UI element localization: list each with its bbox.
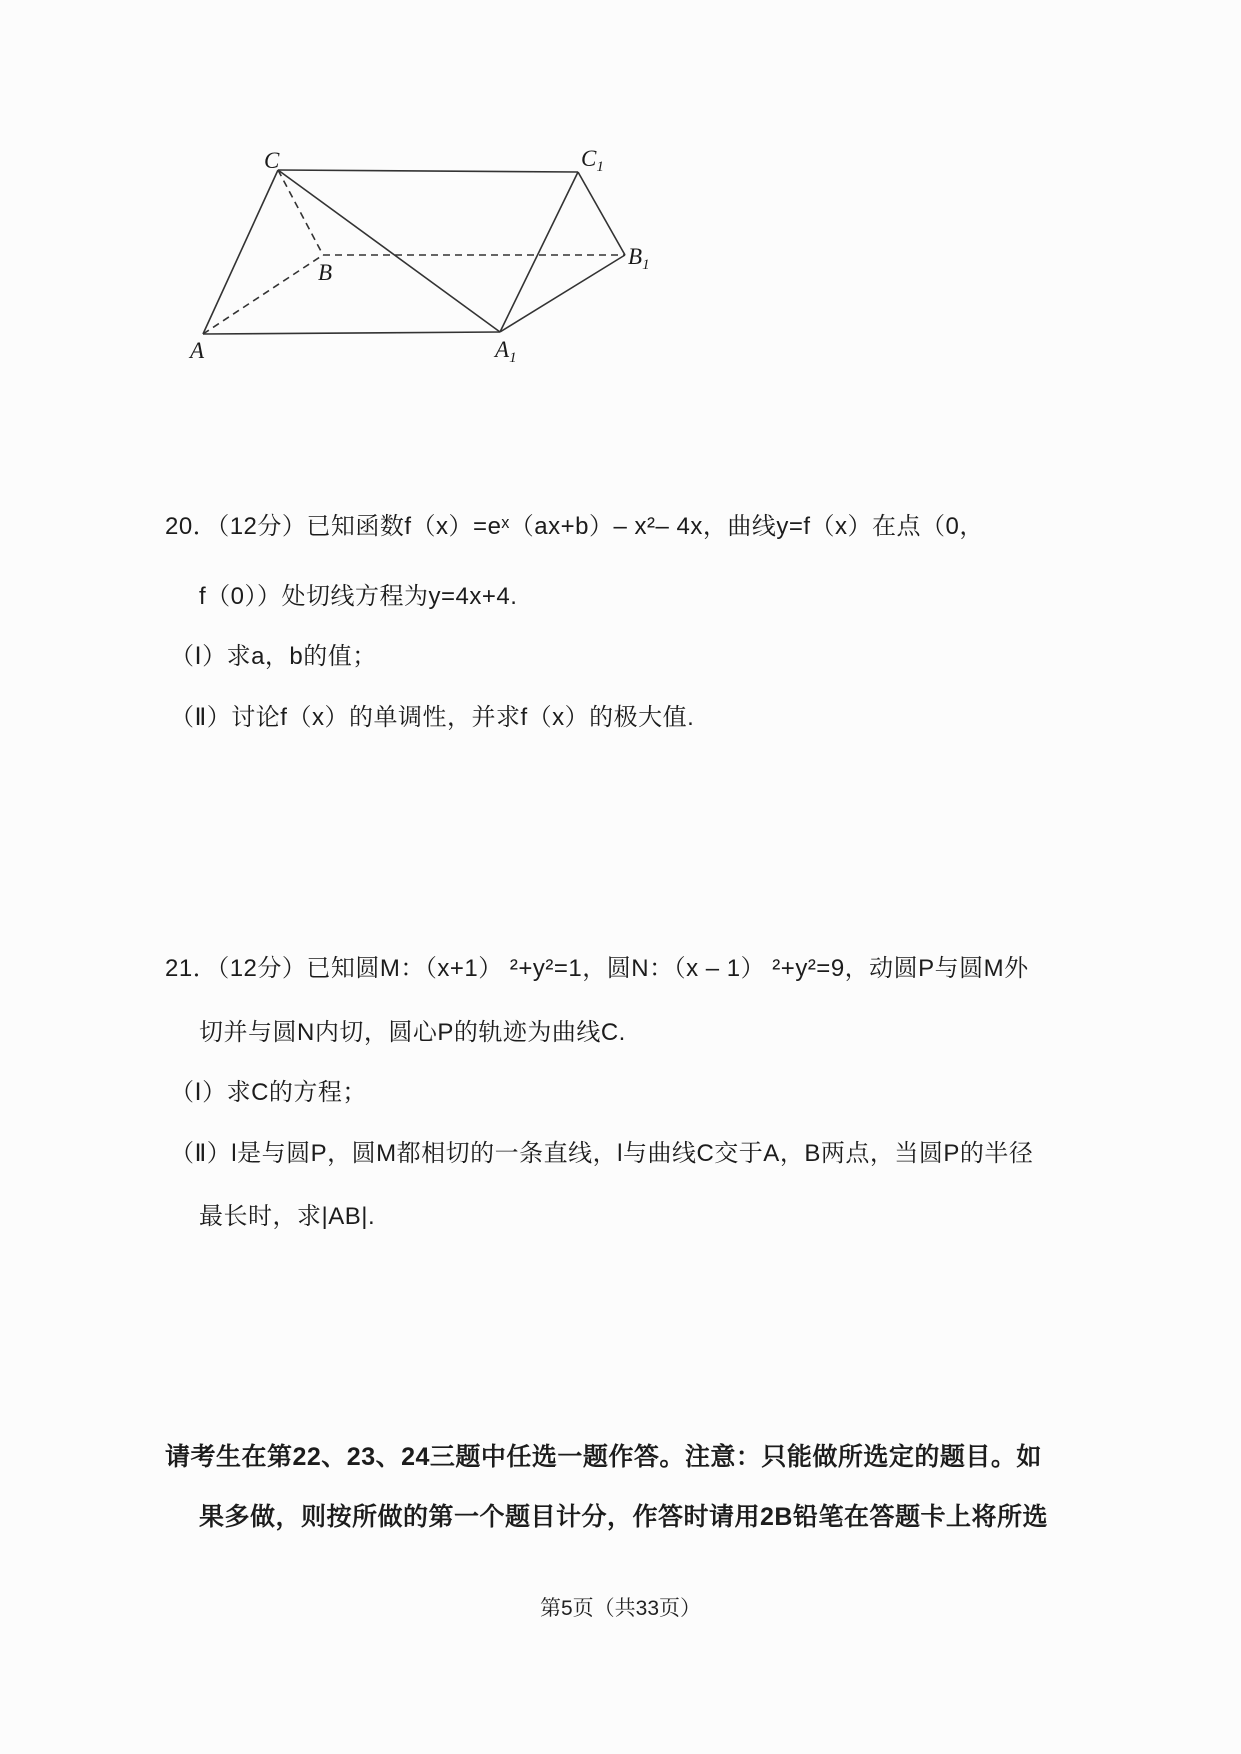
selection-notice-line-2: 果多做，则按所做的第一个题目计分，作答时请用2B铅笔在答题卡上将所选 (199, 1503, 1048, 1531)
vertex-label-C: C (264, 148, 280, 173)
question-21-part-1: （Ⅰ）求C的方程； (170, 1079, 367, 1106)
edge-C-A (203, 170, 278, 334)
edge-C-A1 (278, 170, 500, 332)
vertex-label-C1: $C_1$ (581, 146, 604, 175)
question-21-part-2: （Ⅱ）l是与圆P，圆M都相切的一条直线，l与曲线C交于A，B两点，当圆P的半径 (170, 1140, 1034, 1167)
page-footer: 第5页（共33页） (539, 1597, 702, 1620)
vertex-label-B: B (318, 260, 333, 285)
vertex-label-A1: $A_1$ (495, 337, 517, 366)
question-20-part-2: （Ⅱ）讨论f（x）的单调性，并求f（x）的极大值. (170, 704, 695, 731)
edge-C-B (278, 170, 323, 255)
vertex-label-B1: $B_1$ (628, 244, 650, 273)
question-20-part-1: （Ⅰ）求a，b的值； (170, 643, 377, 670)
selection-notice-line-1: 请考生在第22、23、24三题中任选一题作答。注意：只能做所选定的题目。如 (165, 1443, 1042, 1471)
prism-diagram (158, 122, 698, 382)
question-20-line-2: f（0））处切线方程为y=4x+4. (199, 583, 518, 610)
question-20-line-1: 20．（12分）已知函数f（x）=eˣ（ax+b）– x²– 4x，曲线y=f（x）在点（0， (165, 513, 984, 540)
question-21-line-2: 切并与圆N内切，圆心P的轨迹为曲线C. (199, 1019, 626, 1046)
question-21-line-1: 21．（12分）已知圆M：（x+1） ²+y²=1，圆N：（x – 1） ²+y²=9，动圆P与圆M外 (165, 955, 1029, 982)
edge-C-C1 (278, 170, 578, 172)
question-21-line-5: 最长时，求|AB|. (199, 1203, 376, 1230)
edge-C1-B1 (578, 172, 625, 255)
vertex-label-A: A (190, 338, 205, 363)
edge-A-A1 (203, 332, 500, 334)
